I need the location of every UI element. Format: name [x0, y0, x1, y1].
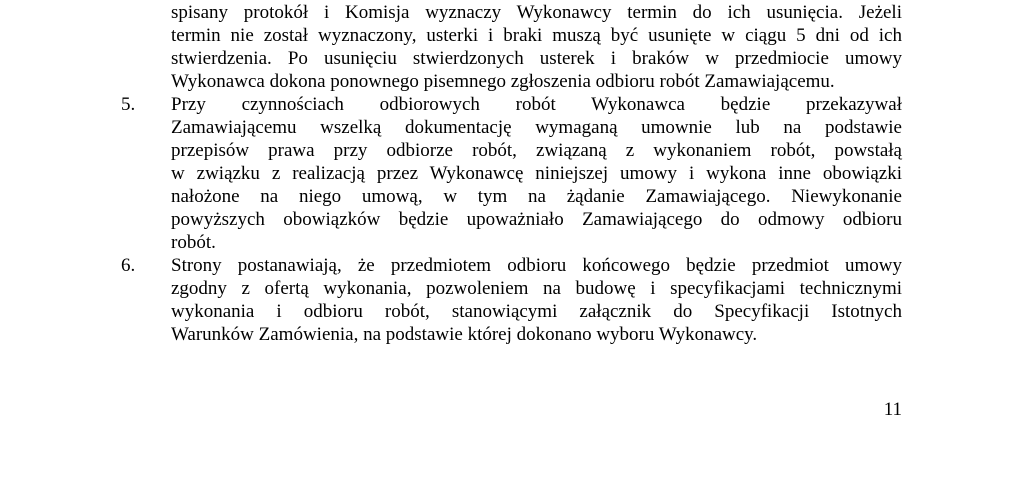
text-line: nałożone na niego umową, w tym na żądanie Zamawiającego. Niewykonanie	[171, 186, 902, 207]
text-line: w związku z realizacją przez Wykonawcę niniejszej umowy i wykona inne obowiązki	[171, 163, 902, 184]
text-line: Wykonawca dokona ponownego pisemnego zgłoszenia odbioru robót Zamawiającemu.	[171, 71, 835, 92]
text-line: termin nie został wyznaczony, usterki i braki muszą być usunięte w ciągu 5 dni od ich	[171, 25, 902, 46]
text-line: spisany protokół i Komisja wyznaczy Wykonawcy termin do ich usunięcia. Jeżeli	[171, 2, 902, 23]
text-line: Zamawiającemu wszelką dokumentację wymaganą umownie lub na podstawie	[171, 117, 902, 138]
text-line: zgodny z ofertą wykonania, pozwoleniem na budowę i specyfikacjami technicznymi	[171, 278, 902, 299]
text-line: stwierdzenia. Po usunięciu stwierdzonych usterek i braków w przedmiocie umowy	[171, 48, 902, 69]
text-line: przepisów prawa przy odbiorze robót, związaną z wykonaniem robót, powstałą	[171, 140, 902, 161]
list-item-number: 6.	[121, 255, 136, 276]
text-line: Strony postanawiają, że przedmiotem odbioru końcowego będzie przedmiot umowy	[171, 255, 902, 276]
text-line: powyższych obowiązków będzie upoważniało Zamawiającego do odmowy odbioru	[171, 209, 902, 230]
page-number: 11	[883, 399, 902, 420]
text-line: Przy czynnościach odbiorowych robót Wykonawca będzie przekazywał	[171, 94, 902, 115]
text-line: robót.	[171, 232, 216, 253]
list-item-number: 5.	[121, 94, 136, 115]
text-line: wykonania i odbioru robót, stanowiącymi załącznik do Specyfikacji Istotnych	[171, 301, 902, 322]
text-line: Warunków Zamówienia, na podstawie której dokonano wyboru Wykonawcy.	[171, 324, 758, 345]
